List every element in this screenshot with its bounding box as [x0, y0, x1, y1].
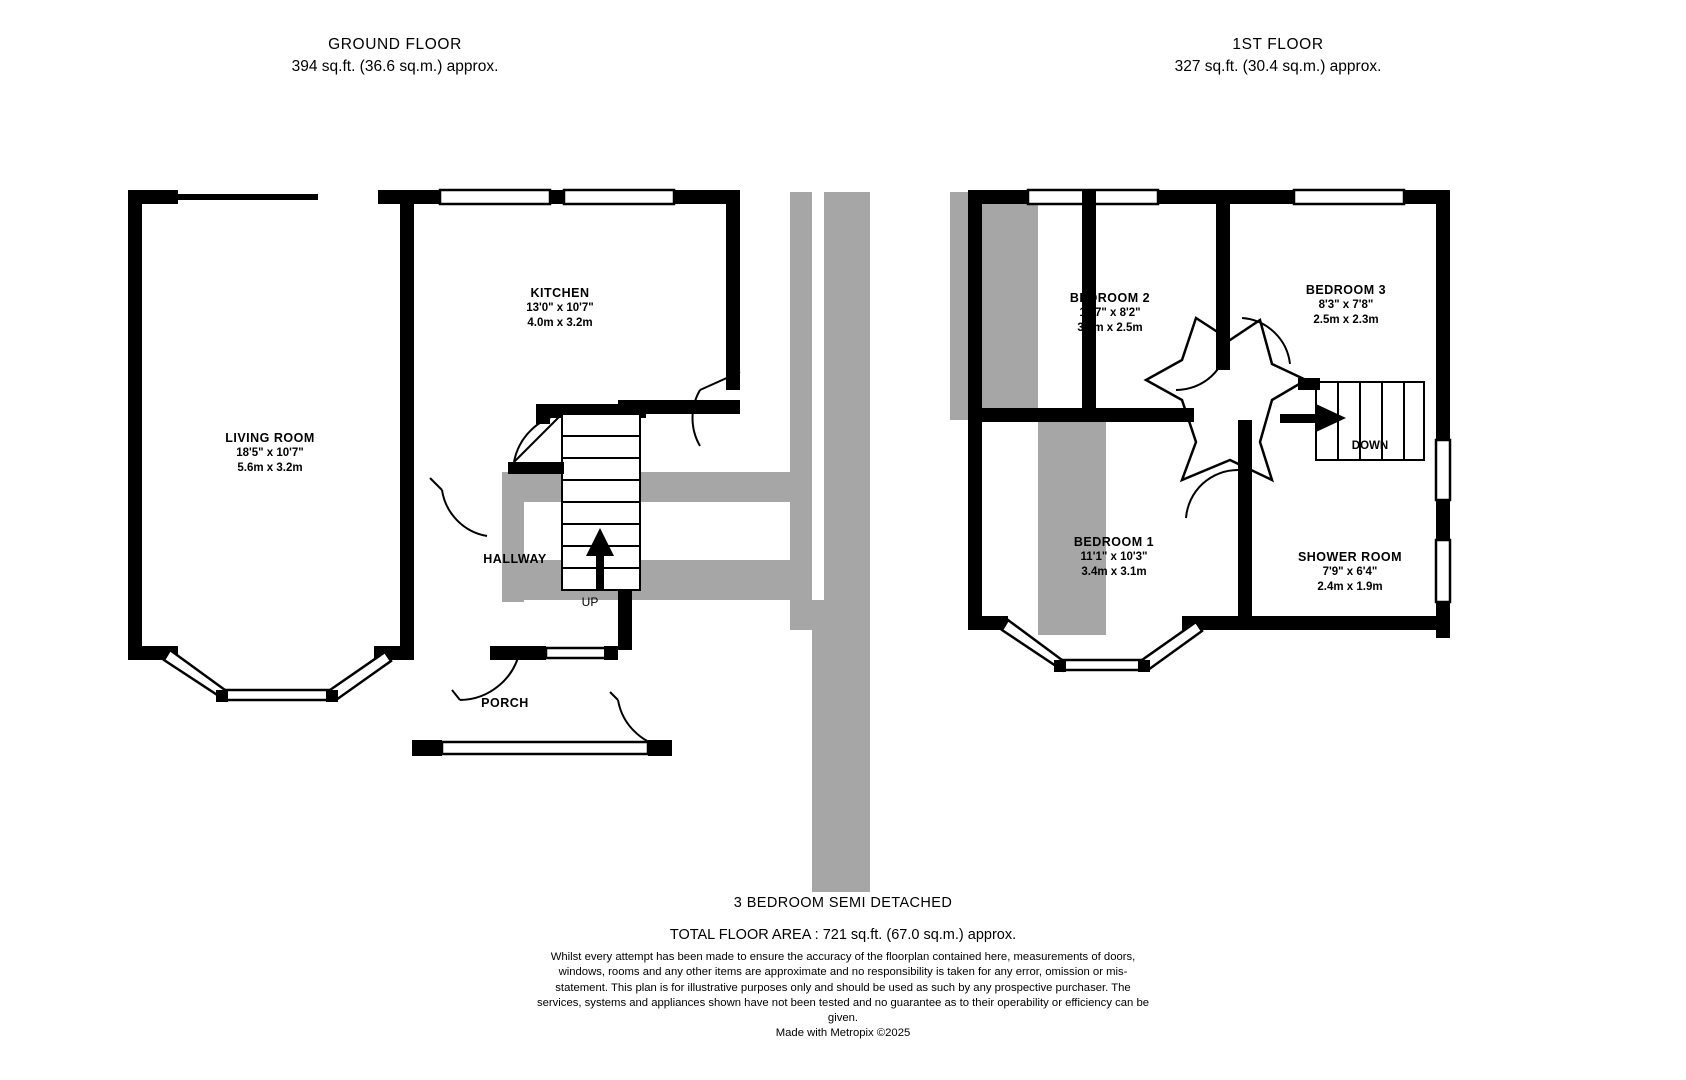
first-floor-area: 327 sq.ft. (30.4 sq.m.) approx.: [1174, 58, 1382, 75]
bedroom-1-metric: 3.4m x 3.1m: [1081, 565, 1147, 578]
bedroom-2-name: BEDROOM 2: [1069, 291, 1151, 305]
label-up: UP: [581, 595, 599, 609]
kitchen-imperial: 13'0" x 10'7": [526, 302, 594, 314]
bedroom-1-imperial: 11'1" x 10'3": [1080, 551, 1148, 563]
made-with-caption: Made with Metropix ©2025: [775, 1027, 911, 1039]
total-floor-area-caption: TOTAL FLOOR AREA : 721 sq.ft. (67.0 sq.m.) approx.: [669, 927, 1017, 943]
shower-room-metric: 2.4m x 1.9m: [1317, 580, 1383, 593]
bedroom-1-name: BEDROOM 1: [1073, 535, 1155, 549]
bedroom-2-imperial: 10'7" x 8'2": [1079, 307, 1141, 319]
ground-floor-title: GROUND FLOOR: [328, 36, 462, 53]
ground-floor-area: 394 sq.ft. (36.6 sq.m.) approx.: [291, 58, 499, 75]
room-label-living-room: [175, 430, 365, 475]
living-room-metric: 5.6m x 3.2m: [237, 461, 303, 474]
ground-floor-plan-drawing: [0, 0, 900, 900]
bedroom-2-metric: 3.2m x 2.5m: [1077, 321, 1143, 334]
kitchen-name: KITCHEN: [530, 286, 590, 300]
shower-room-name: SHOWER ROOM: [1297, 550, 1403, 564]
label-down: DOWN: [1351, 440, 1389, 452]
kitchen-metric: 4.0m x 3.2m: [527, 316, 593, 329]
bedroom-3-imperial: 8'3" x 7'8": [1318, 299, 1374, 311]
shower-room-imperial: 7'9" x 6'4": [1322, 566, 1378, 578]
bedroom-3-metric: 2.5m x 2.3m: [1313, 313, 1379, 326]
room-label-shower-room: [1255, 549, 1445, 594]
room-label-kitchen: [465, 285, 655, 330]
property-type-caption: 3 BEDROOM SEMI DETACHED: [733, 895, 953, 911]
room-label-bedroom-3: [1256, 282, 1436, 327]
living-room-name: LIVING ROOM: [225, 431, 315, 445]
first-floor-plan-drawing: [950, 0, 1686, 900]
room-label-bedroom-2: [1020, 290, 1200, 335]
living-room-imperial: 18'5" x 10'7": [236, 447, 304, 459]
label-hallway: HALLWAY: [483, 552, 547, 566]
label-porch: PORCH: [481, 696, 529, 710]
bedroom-3-name: BEDROOM 3: [1305, 283, 1387, 297]
room-label-bedroom-1: [1024, 534, 1204, 579]
first-floor-title: 1ST FLOOR: [1232, 36, 1324, 53]
disclaimer-text: Whilst every attempt has been made to ensure the accuracy of the floorplan contained here, measurements of doors, windows, rooms and any other items are approximate and no responsibility is taken for any error, omission or mis-statement. This plan is for illustrative purposes only and should be used as such by any prospective purchaser. The services, systems and appliances shown have not been tested and no guarantee as to their operability or efficiency can be given.: [536, 951, 1150, 1024]
